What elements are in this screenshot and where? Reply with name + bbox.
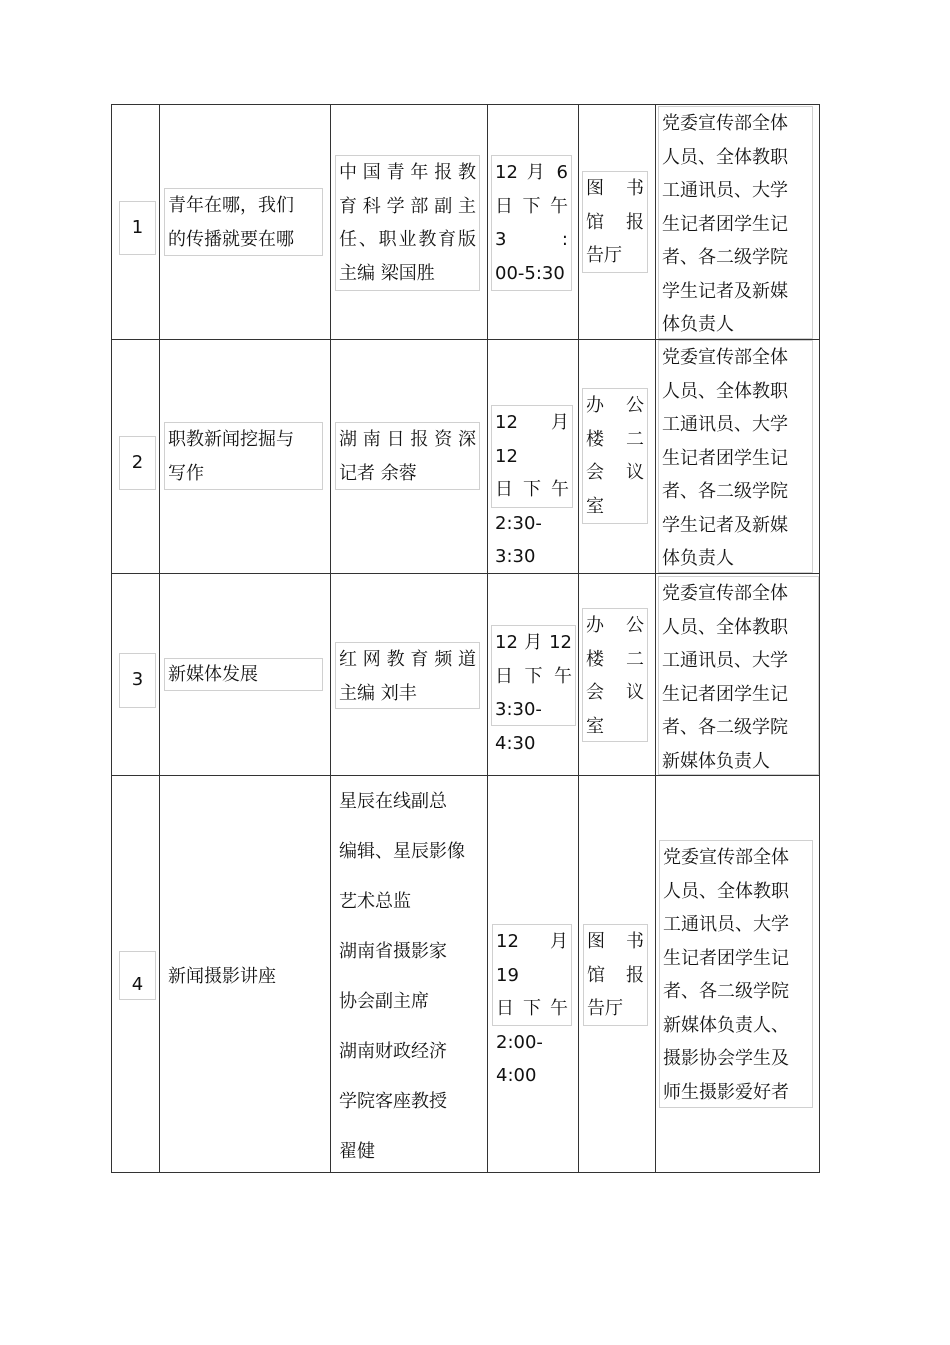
text-line: 12 月 12 <box>495 412 569 467</box>
text-line: 党委宣传部全体 <box>662 113 788 134</box>
text-line: 人员、全体教职 <box>662 146 788 168</box>
text-line: 办 公 <box>586 615 644 636</box>
lecture-title <box>164 422 323 490</box>
text-line: 艺术总监 <box>339 891 411 912</box>
text-line: 编辑、星辰影像 <box>339 841 465 862</box>
text-line: 记者 余蓉 <box>339 462 417 484</box>
text-line: 告厅 <box>587 998 623 1019</box>
text-line: 日下午 <box>495 665 572 687</box>
text-line: 馆 报 <box>587 964 644 986</box>
text-line: 学生记者及新媒 <box>662 514 788 536</box>
text-line: 3 : <box>495 229 568 250</box>
text-line: 党委宣传部全体 <box>662 583 788 604</box>
text-line: 会 议 <box>586 682 644 703</box>
text-line: 2:00-4:00 <box>496 1031 543 1086</box>
text-line: 生记者团学生记 <box>662 683 788 705</box>
text-line: 3:30-4:30 <box>495 699 542 754</box>
text-line: 生记者团学生记 <box>663 947 789 969</box>
time <box>491 625 576 754</box>
text-line: 人员、全体教职 <box>662 616 788 638</box>
text-line: 室 <box>586 495 604 517</box>
lecture-title <box>164 959 323 992</box>
text-line: 师生摄影爱好者 <box>663 1081 789 1103</box>
text-line: 湖南省摄影家 <box>339 941 447 962</box>
text-line: 12 月 19 <box>496 931 568 986</box>
text-line: 协会副主席 <box>339 991 429 1012</box>
text-line: 党委宣传部全体 <box>663 847 789 868</box>
text-line: 党委宣传部全体 <box>662 347 788 368</box>
text-line: 楼 二 <box>586 428 644 450</box>
text-line: 的传播就要在哪 <box>168 228 294 250</box>
text-line: 工通讯员、大学 <box>663 914 789 935</box>
text-line: 湖南财政经济 <box>339 1041 447 1062</box>
text-line: 会 议 <box>586 462 644 483</box>
lecture-title <box>164 188 323 256</box>
text-line: 新媒体负责人 <box>662 750 770 772</box>
text-line: 主编 刘丰 <box>339 682 417 704</box>
text-line: 职教新闻挖掘与 <box>168 429 294 450</box>
text-line: 室 <box>586 715 604 737</box>
text-line: 生记者团学生记 <box>662 447 788 469</box>
row-number: 4 <box>119 951 156 1000</box>
text-line: 学生记者及新媒 <box>662 280 788 302</box>
text-line: 人员、全体教职 <box>662 380 788 402</box>
text-line: 楼 二 <box>586 648 644 670</box>
speaker <box>335 642 480 709</box>
audience <box>659 840 813 1108</box>
venue <box>582 608 648 742</box>
text-line: 新媒体负责人、 <box>663 1014 789 1036</box>
text-line: 主编 梁国胜 <box>339 262 435 284</box>
speaker <box>335 776 480 1172</box>
speaker <box>335 155 480 291</box>
text-line: 工通讯员、大学 <box>662 414 788 435</box>
row-number: 3 <box>119 653 156 708</box>
text-line: 图 书 <box>586 178 644 199</box>
text-line: 人员、全体教职 <box>663 880 789 902</box>
text-line: 者、各二级学院 <box>662 247 788 268</box>
text-line: 日下午 <box>495 195 568 217</box>
speaker <box>335 422 480 490</box>
text-line: 日下午 <box>496 998 568 1019</box>
time <box>492 924 572 1086</box>
row-number: 1 <box>119 201 156 255</box>
text-line: 者、各二级学院 <box>662 481 788 502</box>
text-line: 任、职业教育版 <box>339 229 476 250</box>
audience <box>658 340 813 573</box>
text-line: 00-5:30 <box>495 262 565 284</box>
text-line: 工通讯员、大学 <box>662 650 788 671</box>
text-line: 中国青年报教 <box>339 162 476 183</box>
text-line: 星辰在线副总 <box>339 791 447 812</box>
text-line: 新媒体发展 <box>168 664 258 685</box>
text-line: 体负责人 <box>662 548 734 569</box>
text-line: 者、各二级学院 <box>662 717 788 738</box>
text-line: 者、各二级学院 <box>663 981 789 1002</box>
text-line: 育科学部副主 <box>339 195 476 217</box>
venue <box>582 171 648 273</box>
text-line: 2:30-3:30 <box>495 512 542 567</box>
text-line: 青年在哪，我们 <box>168 195 294 216</box>
lecture-title <box>164 658 323 691</box>
venue <box>582 388 648 524</box>
row-number: 2 <box>119 436 156 490</box>
text-line: 12 月 12 <box>495 632 572 653</box>
text-line: 学院客座教授 <box>339 1091 447 1112</box>
time <box>491 155 572 291</box>
text-line: 生记者团学生记 <box>662 213 788 235</box>
text-line: 馆 报 <box>586 211 644 233</box>
audience <box>658 576 819 775</box>
text-line: 办 公 <box>586 395 644 416</box>
text-line: 12 月 6 <box>495 162 568 183</box>
text-line: 红网教育频道 <box>339 649 476 670</box>
text-line: 翟健 <box>339 1141 375 1162</box>
text-line: 日下午 <box>495 479 569 500</box>
text-line: 新闻摄影讲座 <box>168 966 276 987</box>
audience <box>658 106 813 339</box>
venue <box>583 924 648 1026</box>
time <box>491 405 573 567</box>
text-line: 体负责人 <box>662 314 734 335</box>
text-line: 图 书 <box>587 931 644 952</box>
text-line: 写作 <box>168 462 204 484</box>
text-line: 告厅 <box>586 245 622 266</box>
text-line: 湖南日报资深 <box>339 429 476 450</box>
text-line: 工通讯员、大学 <box>662 180 788 201</box>
text-line: 摄影协会学生及 <box>663 1048 789 1069</box>
